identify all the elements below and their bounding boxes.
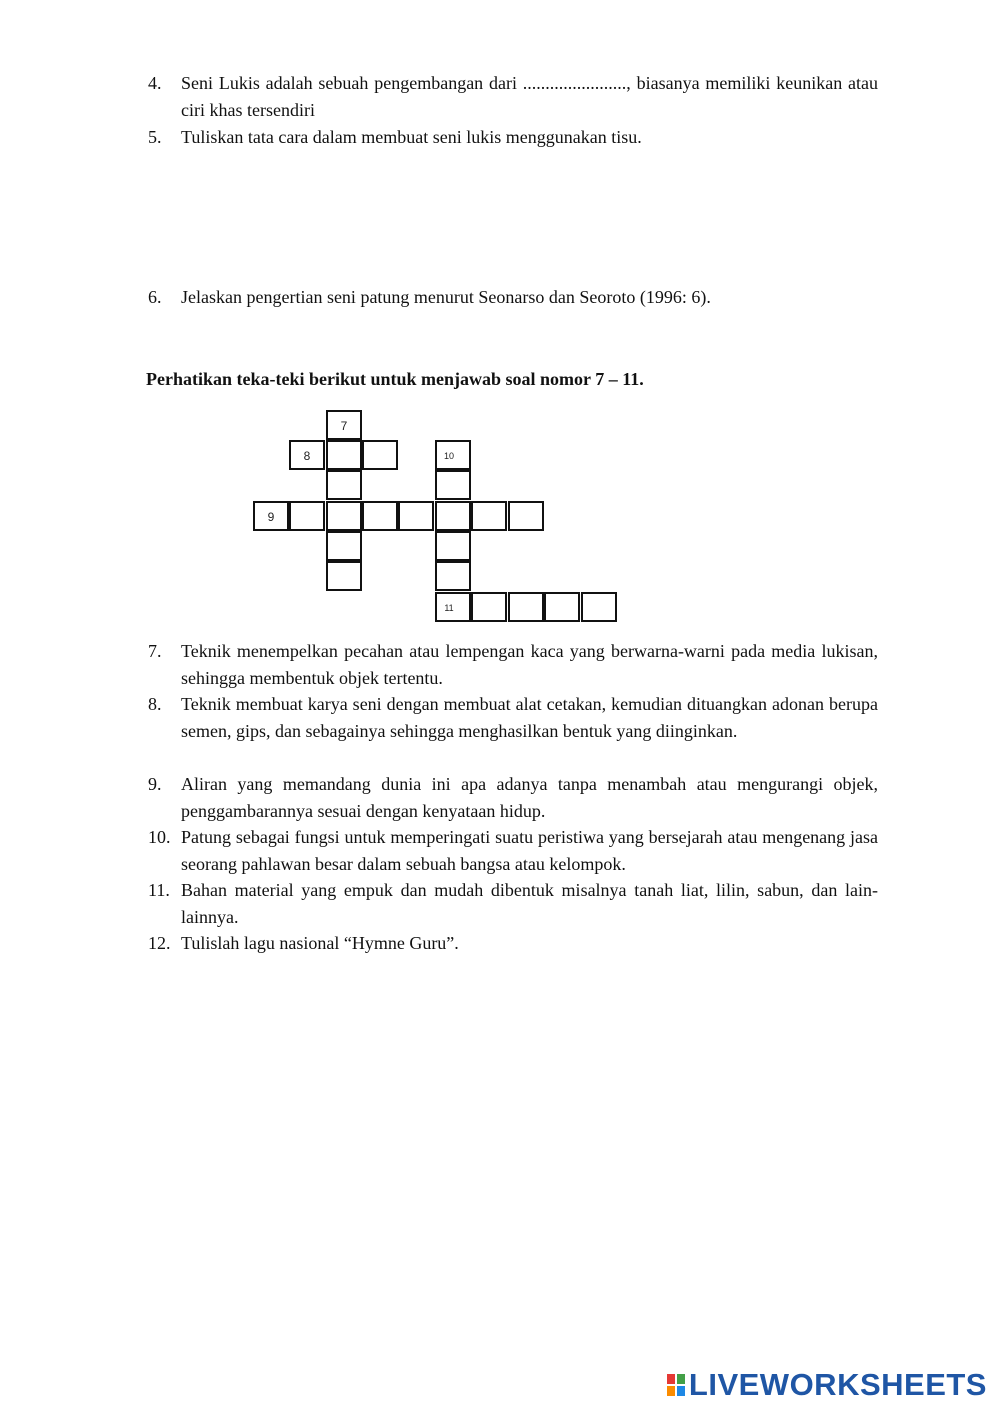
crossword-cell[interactable] [289, 440, 325, 470]
clue-number-10: 10 [443, 451, 454, 461]
crossword-cell[interactable] [508, 592, 544, 622]
crossword-cell[interactable] [471, 592, 507, 622]
crossword-cell[interactable] [435, 470, 471, 500]
question-text: Aliran yang memandang dunia ini apa adanya tanpa menambah atau mengurangi objek, penggambarannya sesuai dengan kenyataan hidup. [181, 774, 878, 821]
question-number: 9. [148, 774, 162, 794]
question-text: Teknik menempelkan pecahan atau lempengan kaca yang berwarna-warni pada media lukisan, sehingga membentuk objek tertentu. [181, 641, 878, 688]
clue-number-9: 9 [267, 510, 275, 524]
question-text: Teknik membuat karya seni dengan membuat alat cetakan, kemudian dituangkan adonan berupa semen, gips, dan sebagainya sehingga menghasilkan bentuk yang diinginkan. [181, 694, 878, 741]
question-text: Tuliskan tata cara dalam membuat seni lukis menggunakan tisu. [181, 127, 642, 147]
question-5 [148, 124, 878, 151]
crossword-cell[interactable] [326, 410, 362, 440]
liveworksheets-mark-icon [667, 1374, 685, 1396]
crossword-instruction: Perhatikan teka-teki berikut untuk menjawab soal nomor 7 – 11. [146, 369, 644, 389]
crossword-cell[interactable] [471, 501, 507, 531]
question-7 [148, 638, 878, 691]
question-6 [148, 284, 878, 311]
question-text: Seni Lukis adalah sebuah pengembangan dari ......................., biasanya memiliki keunikan atau ciri khas tersendiri [181, 73, 878, 120]
crossword-cell[interactable] [326, 531, 362, 561]
clue-number-7: 7 [340, 419, 348, 433]
clue-number-8: 8 [303, 449, 311, 463]
question-number: 4. [148, 73, 162, 93]
crossword-cell[interactable] [362, 501, 398, 531]
question-9 [148, 771, 878, 824]
crossword-cell[interactable] [435, 440, 471, 470]
question-number: 11. [148, 880, 170, 900]
brand-name: LIVEWORKSHEETS [688, 1367, 987, 1402]
crossword-cell[interactable] [326, 470, 362, 500]
crossword-cell[interactable] [326, 440, 362, 470]
question-number: 7. [148, 641, 162, 661]
question-10 [148, 824, 878, 877]
crossword-cell[interactable] [581, 592, 617, 622]
question-text: Tulislah lagu nasional “Hymne Guru”. [181, 933, 459, 953]
crossword-cell[interactable] [435, 561, 471, 591]
clue-number-11: 11 [444, 603, 454, 613]
question-number: 10. [148, 827, 171, 847]
question-8 [148, 691, 878, 744]
crossword-cell[interactable] [435, 501, 471, 531]
crossword-cell[interactable] [435, 531, 471, 561]
question-11 [148, 877, 878, 930]
crossword-cell[interactable] [398, 501, 434, 531]
question-number: 12. [148, 933, 171, 953]
question-text: Bahan material yang empuk dan mudah dibentuk misalnya tanah liat, lilin, sabun, dan lain-lainnya. [181, 880, 878, 927]
question-number: 6. [148, 287, 162, 307]
crossword-cell[interactable] [253, 501, 289, 531]
crossword-cell[interactable] [544, 592, 580, 622]
crossword-cell[interactable] [508, 501, 544, 531]
crossword-cell[interactable] [362, 440, 398, 470]
crossword-cell[interactable] [289, 501, 325, 531]
question-4 [148, 70, 878, 123]
question-number: 5. [148, 127, 162, 147]
question-12 [148, 930, 878, 957]
liveworksheets-logo [667, 1367, 987, 1403]
question-number: 8. [148, 694, 162, 714]
question-text: Patung sebagai fungsi untuk memperingati suatu peristiwa yang bersejarah atau mengenang jasa seorang pahlawan besar dalam sebuah bangsa atau kelompok. [181, 827, 878, 874]
crossword-cell[interactable] [435, 592, 471, 622]
question-text: Jelaskan pengertian seni patung menurut Seonarso dan Seoroto (1996: 6). [181, 287, 711, 307]
crossword-cell[interactable] [326, 501, 362, 531]
crossword-cell[interactable] [326, 561, 362, 591]
